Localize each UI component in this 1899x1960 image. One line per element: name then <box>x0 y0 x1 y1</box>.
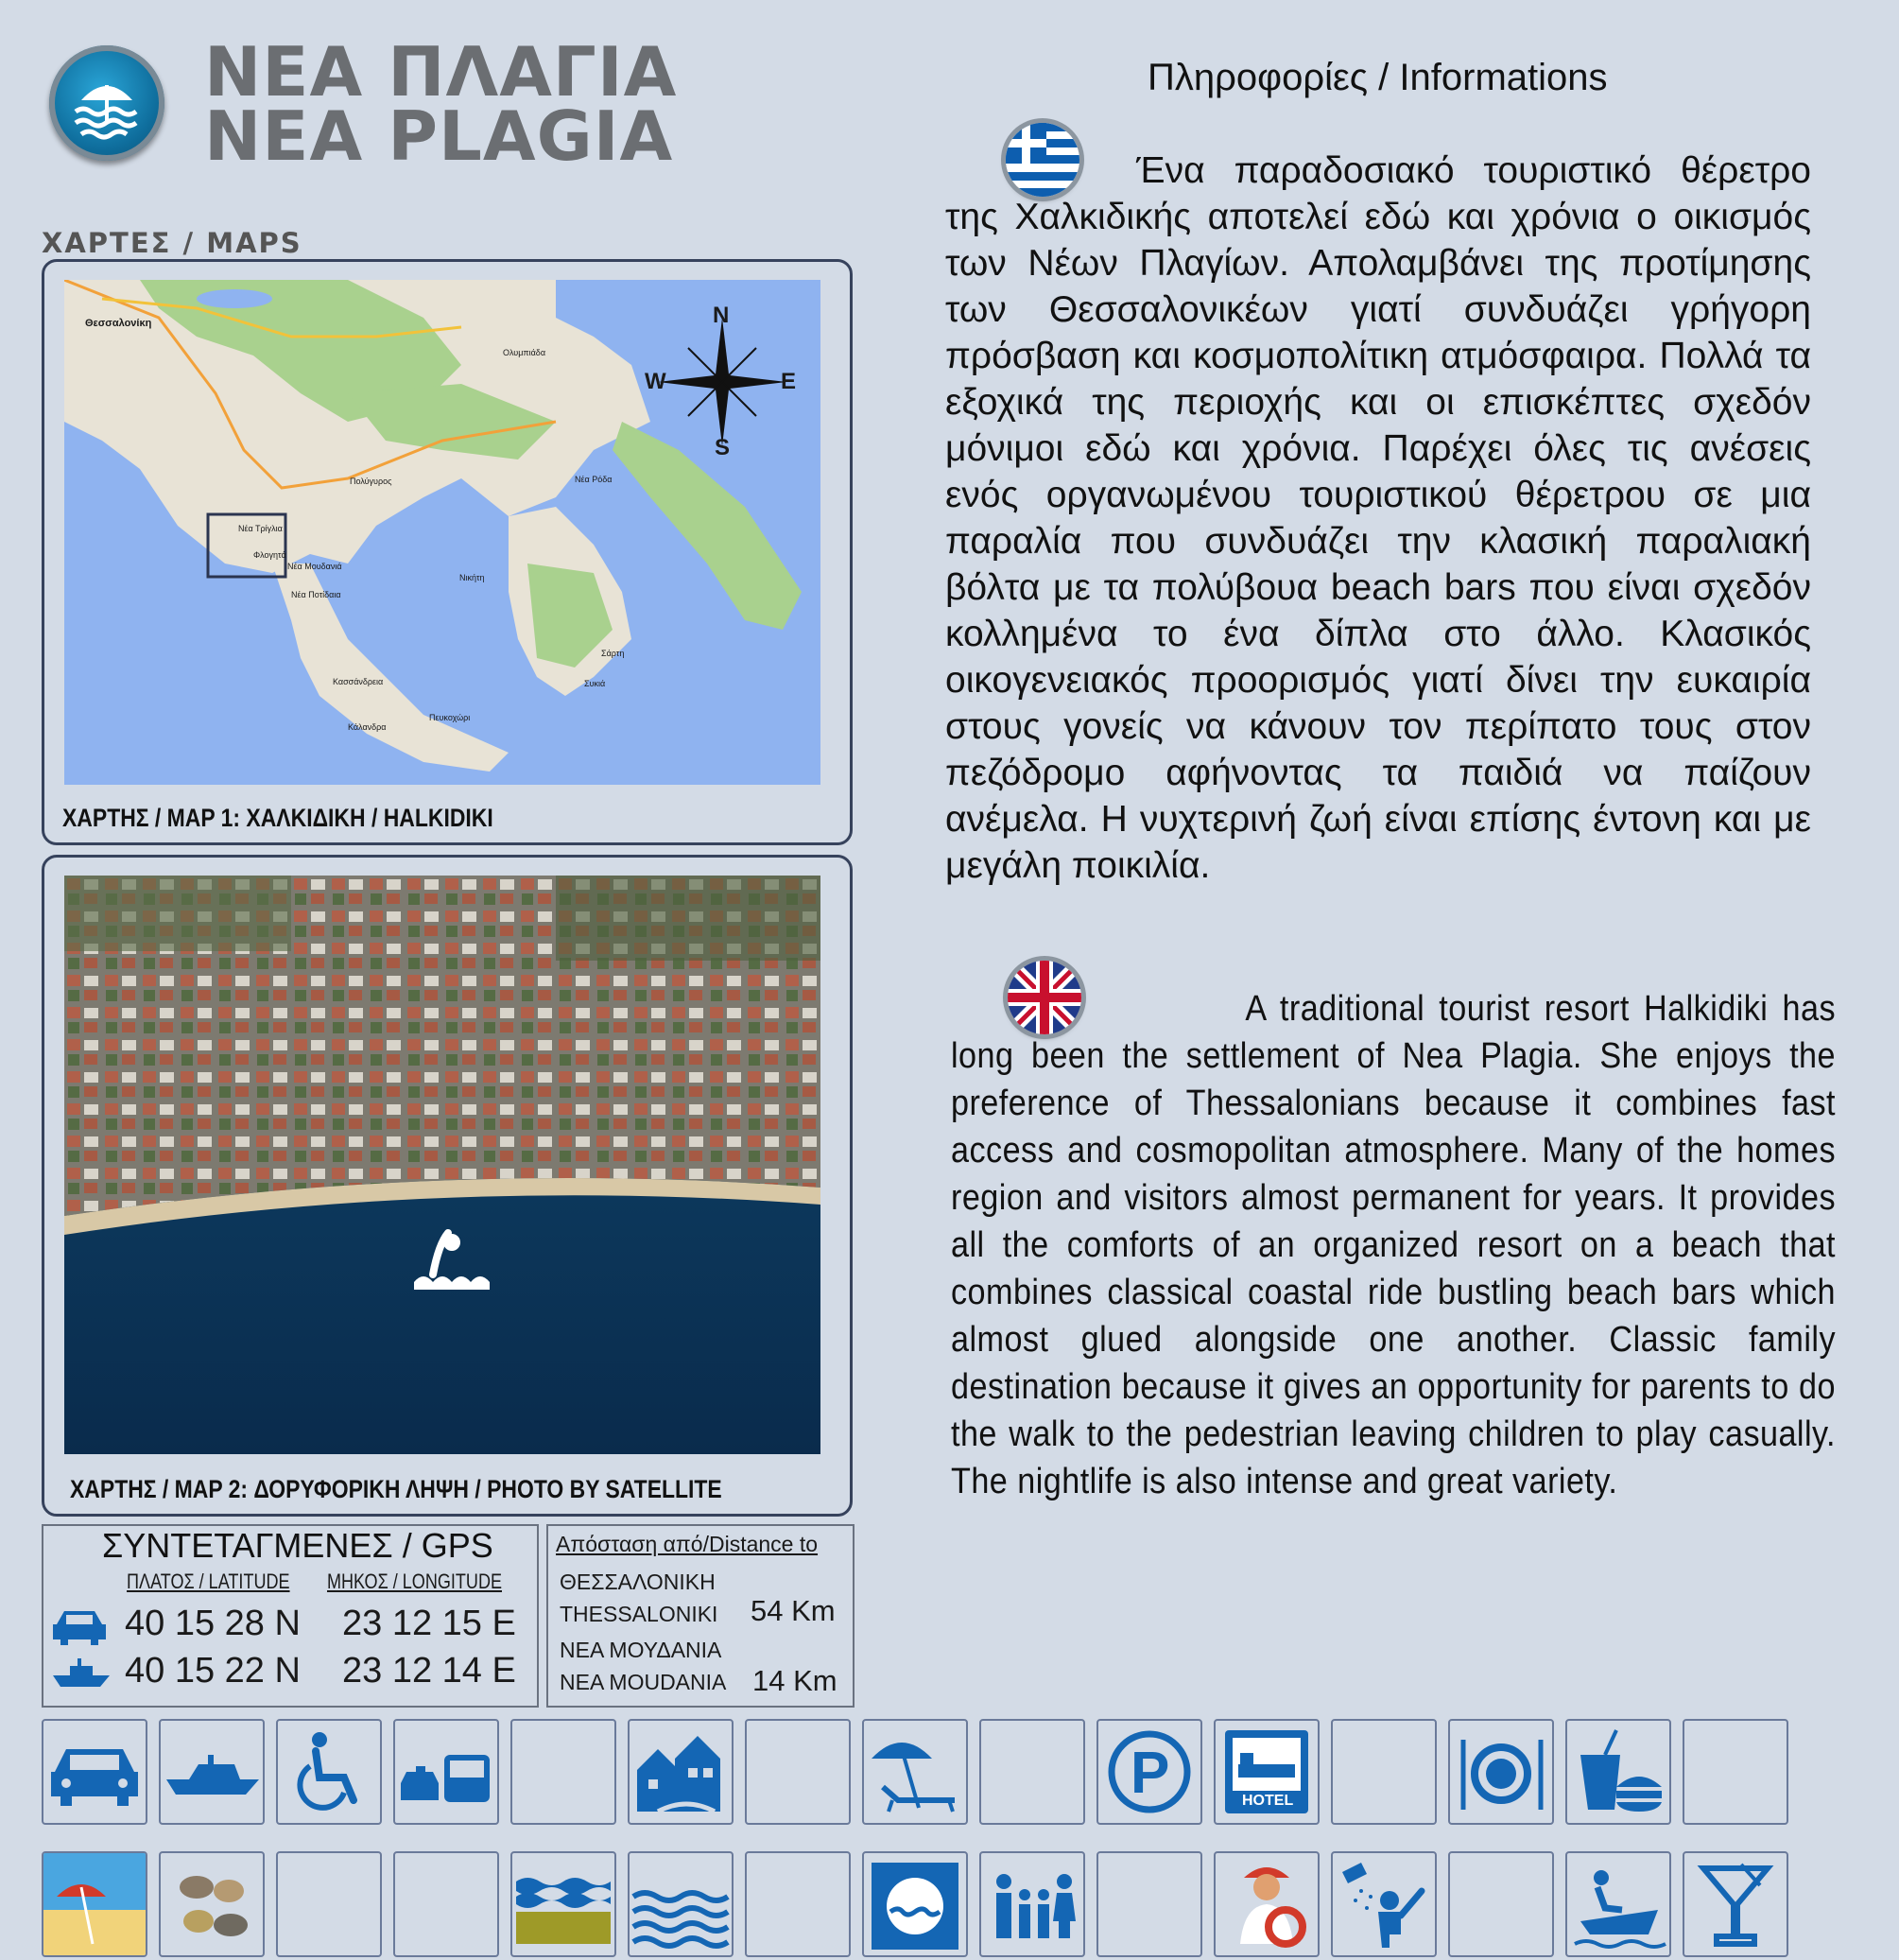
distance-name-en: THESSALONIKI <box>560 1602 718 1626</box>
gps-title: ΣΥΝΤΕΤΑΓΜΕΝΕΣ / GPS <box>102 1526 493 1565</box>
empty-slot <box>1683 1719 1788 1825</box>
satellite-photo[interactable] <box>64 876 820 1454</box>
map2-caption: ΧΑΡΤΗΣ / MAP 2: ΔΟΡΥΦΟΡΙΚΗ ΛΗΨΗ / PHOTO BY SATELLITE <box>70 1475 722 1503</box>
compass-north-label: N <box>713 303 730 328</box>
gps-car-icon <box>51 1607 108 1652</box>
distance-km: 54 Km <box>751 1594 836 1627</box>
distance-name-gr: ΝΕΑ ΜΟΥΔΑΝΙΑ <box>560 1638 722 1662</box>
beach-logo-icon <box>49 45 164 161</box>
map-label: Νέα Ρόδα <box>575 475 613 484</box>
car-access-icon[interactable] <box>42 1719 147 1825</box>
empty-slot <box>1331 1719 1437 1825</box>
map-label: Σάρτη <box>601 649 625 658</box>
distance-name-en: NEA MOUDANIA <box>560 1670 727 1694</box>
title-latin: NEA PLAGIA <box>204 96 674 176</box>
restaurant-icon[interactable] <box>1448 1719 1554 1825</box>
map-label: Νικήτη <box>459 573 485 582</box>
map-label: Ολυμπιάδα <box>503 348 546 357</box>
latitude-header: ΠΛΑΤΟΣ / LATITUDE <box>127 1570 290 1593</box>
pebbles-icon[interactable] <box>159 1851 265 1957</box>
map-label: Πολύγυρος <box>350 477 392 486</box>
english-description: A traditional tourist resort Halkidiki has long been the settlement of Nea Plagia. She enjoys the preference of Thessalonians because it combines fast access and cosmopolitan atmosphere. Many of the homes region and visitors almost permanent for years. It provides all the comforts of an organized resort on a beach that combines classical coastal ride bustling beach bars which almost glued alongside one another. Classic family destination because it gives an opportunity for parents to do the walk to the pedestrian leaving children to play casually. The nightlife is also intense and great variety. <box>951 989 1836 1501</box>
halkidiki-map[interactable] <box>64 280 820 785</box>
map-label: Κασσάνδρεια <box>333 677 384 686</box>
taxi-bus-icon[interactable] <box>393 1719 499 1825</box>
compass-south-label: S <box>715 435 731 460</box>
map-label: Φλογητά <box>253 550 286 560</box>
gps-lon-boat: 23 12 14 E <box>342 1651 516 1691</box>
map-label: Κάλανδρα <box>348 722 387 732</box>
hotel-label: HOTEL <box>1242 1793 1294 1809</box>
empty-slot <box>1448 1851 1554 1957</box>
map-label: Νέα Μουδανιά <box>287 562 342 571</box>
fastfood-icon[interactable] <box>1565 1719 1671 1825</box>
cocktail-icon[interactable] <box>1683 1851 1788 1957</box>
greek-description: Ένα παραδοσιακό τουριστικό θέρετρο της Χαλκιδικής αποτελεί εδώ και χρόνια ο οικισμός των Νέων Πλαγίων. Απολαμβάνει της προτίμησης των Θεσσαλονικέων γιατί συνδυάζει γρήγορη πρόσβαση και κοσμοπολίτικη ατμόσφαιρα. Πολλά τα εξοχικά της περιοχής και οι επισκέπτες σχεδόν μόνιμοι εδώ και χρόνια. Παρέχει όλες τις ανέσεις ενός οργανωμένου τουριστικού θέρετρου σε μια παραλία που συνδυάζει την κλασική παραλιακή βόλτα με τα πολύβουα beach bars που είναι σχεδόν κολλημένα το ένα δίπλα στο άλλο. Κλασικός οικογενειακός προορισμός γιατί δίνει την ευκαιρία στους γονείς να κάνουν τον περίπατο τους στον πεζόδρομο αφήνοντας τα παιδιά να παίζουν ανέμελα. Η νυχτερινή ζωή είναι επίσης έντονη και με μεγάλη ποικιλία. <box>945 150 1811 886</box>
page-title <box>204 32 678 176</box>
map-label: Νέα Τρίγλια <box>238 524 283 533</box>
gps-lat-boat: 40 15 22 N <box>125 1651 301 1691</box>
distance-km: 14 Km <box>752 1664 837 1697</box>
lifeguard-icon[interactable] <box>1214 1851 1320 1957</box>
family-icon[interactable] <box>979 1851 1085 1957</box>
map-label: Θεσσαλονίκη <box>85 318 152 329</box>
empty-slot <box>745 1851 851 1957</box>
map1-caption: ΧΑΡΤΗΣ / MAP 1: ΧΑΛΚΙΔΙΚΗ / HALKIDIKI <box>62 804 493 832</box>
map-label: Συκιά <box>584 679 606 688</box>
longitude-header: ΜΗΚΟΣ / LONGITUDE <box>327 1570 502 1593</box>
umbrella-sunbed-icon[interactable] <box>862 1719 968 1825</box>
shallow-water-icon[interactable] <box>510 1851 616 1957</box>
empty-slot <box>510 1719 616 1825</box>
maps-heading: ΧΑΡΤΕΣ / MAPS <box>42 227 302 259</box>
empty-slot <box>979 1719 1085 1825</box>
empty-slot <box>1096 1851 1202 1957</box>
houses-icon[interactable] <box>628 1719 734 1825</box>
info-heading: Πληροφορίες / Informations <box>1148 57 1608 98</box>
title-greek: ΝΕΑ ΠΛΑΓΙΑ <box>204 32 678 112</box>
distance-title: Απόσταση από/Distance to <box>556 1532 819 1556</box>
sandy-beach-icon[interactable] <box>42 1851 147 1957</box>
empty-slot <box>393 1851 499 1957</box>
shower-icon[interactable] <box>1331 1851 1437 1957</box>
map-label: Νέα Ποτίδαια <box>291 590 341 599</box>
boat-access-icon[interactable] <box>159 1719 265 1825</box>
jetski-icon[interactable] <box>1565 1851 1671 1957</box>
parking-icon[interactable] <box>1096 1719 1202 1825</box>
map-label: Πευκοχώρι <box>429 713 471 722</box>
empty-slot <box>745 1719 851 1825</box>
compass-west-label: W <box>645 369 666 394</box>
blue-flag-icon[interactable] <box>862 1851 968 1957</box>
compass-east-label: E <box>781 369 797 394</box>
waves-icon[interactable] <box>628 1851 734 1957</box>
gps-lon-car: 23 12 15 E <box>342 1604 516 1643</box>
distance-name-gr: ΘΕΣΣΑΛΟΝΙΚΗ <box>560 1570 716 1594</box>
wheelchair-icon[interactable] <box>276 1719 382 1825</box>
parking-label: P <box>1131 1741 1170 1806</box>
gps-lat-car: 40 15 28 N <box>125 1604 301 1643</box>
empty-slot <box>276 1851 382 1957</box>
hotel-icon[interactable] <box>1214 1719 1320 1825</box>
gps-boat-icon <box>51 1655 112 1693</box>
